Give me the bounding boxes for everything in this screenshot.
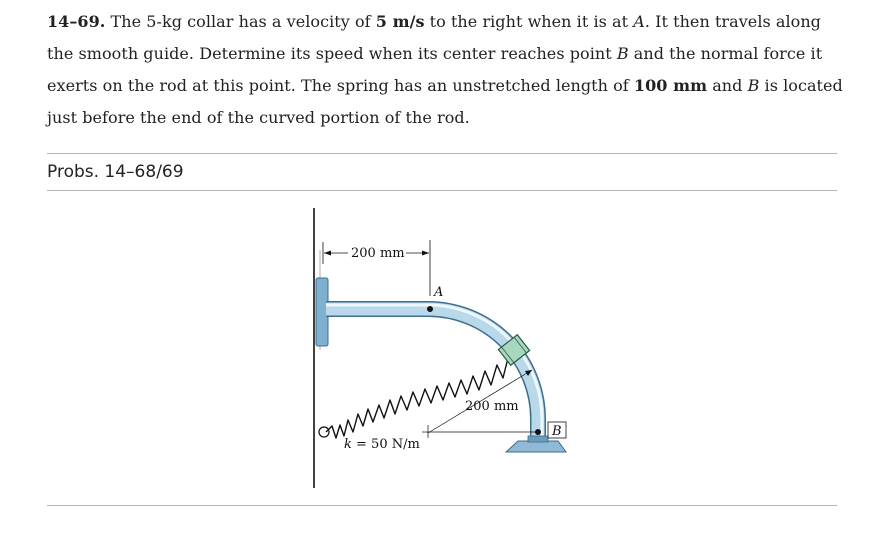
divider-caption bbox=[47, 190, 837, 191]
floor-mount bbox=[506, 441, 566, 452]
label-a: A bbox=[434, 285, 444, 300]
figure-caption: Probs. 14–68/69 bbox=[47, 162, 184, 182]
floor-mount-boss bbox=[528, 436, 548, 442]
guide-rod bbox=[326, 309, 538, 441]
dim-top-arrow-right bbox=[422, 251, 429, 256]
point-a-ref: A bbox=[633, 12, 645, 31]
problem-text-1: The 5-kg collar has a velocity of bbox=[105, 12, 376, 31]
spring bbox=[326, 358, 508, 438]
collar-guide-figure bbox=[300, 200, 600, 495]
guide-rod-highlight bbox=[326, 305, 542, 441]
dim-top-label: 200 mm bbox=[351, 246, 405, 261]
label-b: B bbox=[552, 424, 562, 439]
dim-radius-label: 200 mm bbox=[465, 399, 519, 414]
point-b-dot bbox=[535, 429, 541, 435]
point-b-ref: B bbox=[616, 44, 629, 63]
dim-top-arrow-left bbox=[324, 251, 331, 256]
velocity-value: 5 m/s bbox=[375, 12, 425, 31]
problem-text-2: to the right when it is at bbox=[424, 12, 634, 31]
problem-number: 14–69. bbox=[47, 12, 106, 31]
problem-text-3: . It then travels along the smooth guide. Determine its speed when its center reaches point bbox=[47, 12, 821, 63]
problem-text-6: is located just before the end of the curved portion of the rod. bbox=[47, 76, 843, 127]
problem-statement bbox=[47, 6, 847, 134]
spring-anchor bbox=[319, 427, 329, 437]
point-b-ref-2: B bbox=[747, 76, 760, 95]
divider-bottom bbox=[47, 505, 837, 506]
problem-text-4: and the normal force it exerts on the rod at this point. The spring has an unstretched length of bbox=[47, 44, 823, 95]
divider-top bbox=[47, 153, 837, 154]
problem-text-5: and bbox=[707, 76, 748, 95]
spring-constant-label bbox=[344, 437, 420, 452]
point-a-dot bbox=[427, 306, 433, 312]
k-symbol: k bbox=[344, 437, 352, 452]
length-value: 100 mm bbox=[633, 76, 708, 95]
guide-rod-outline bbox=[326, 309, 538, 441]
k-value: = 50 N/m bbox=[351, 437, 420, 452]
